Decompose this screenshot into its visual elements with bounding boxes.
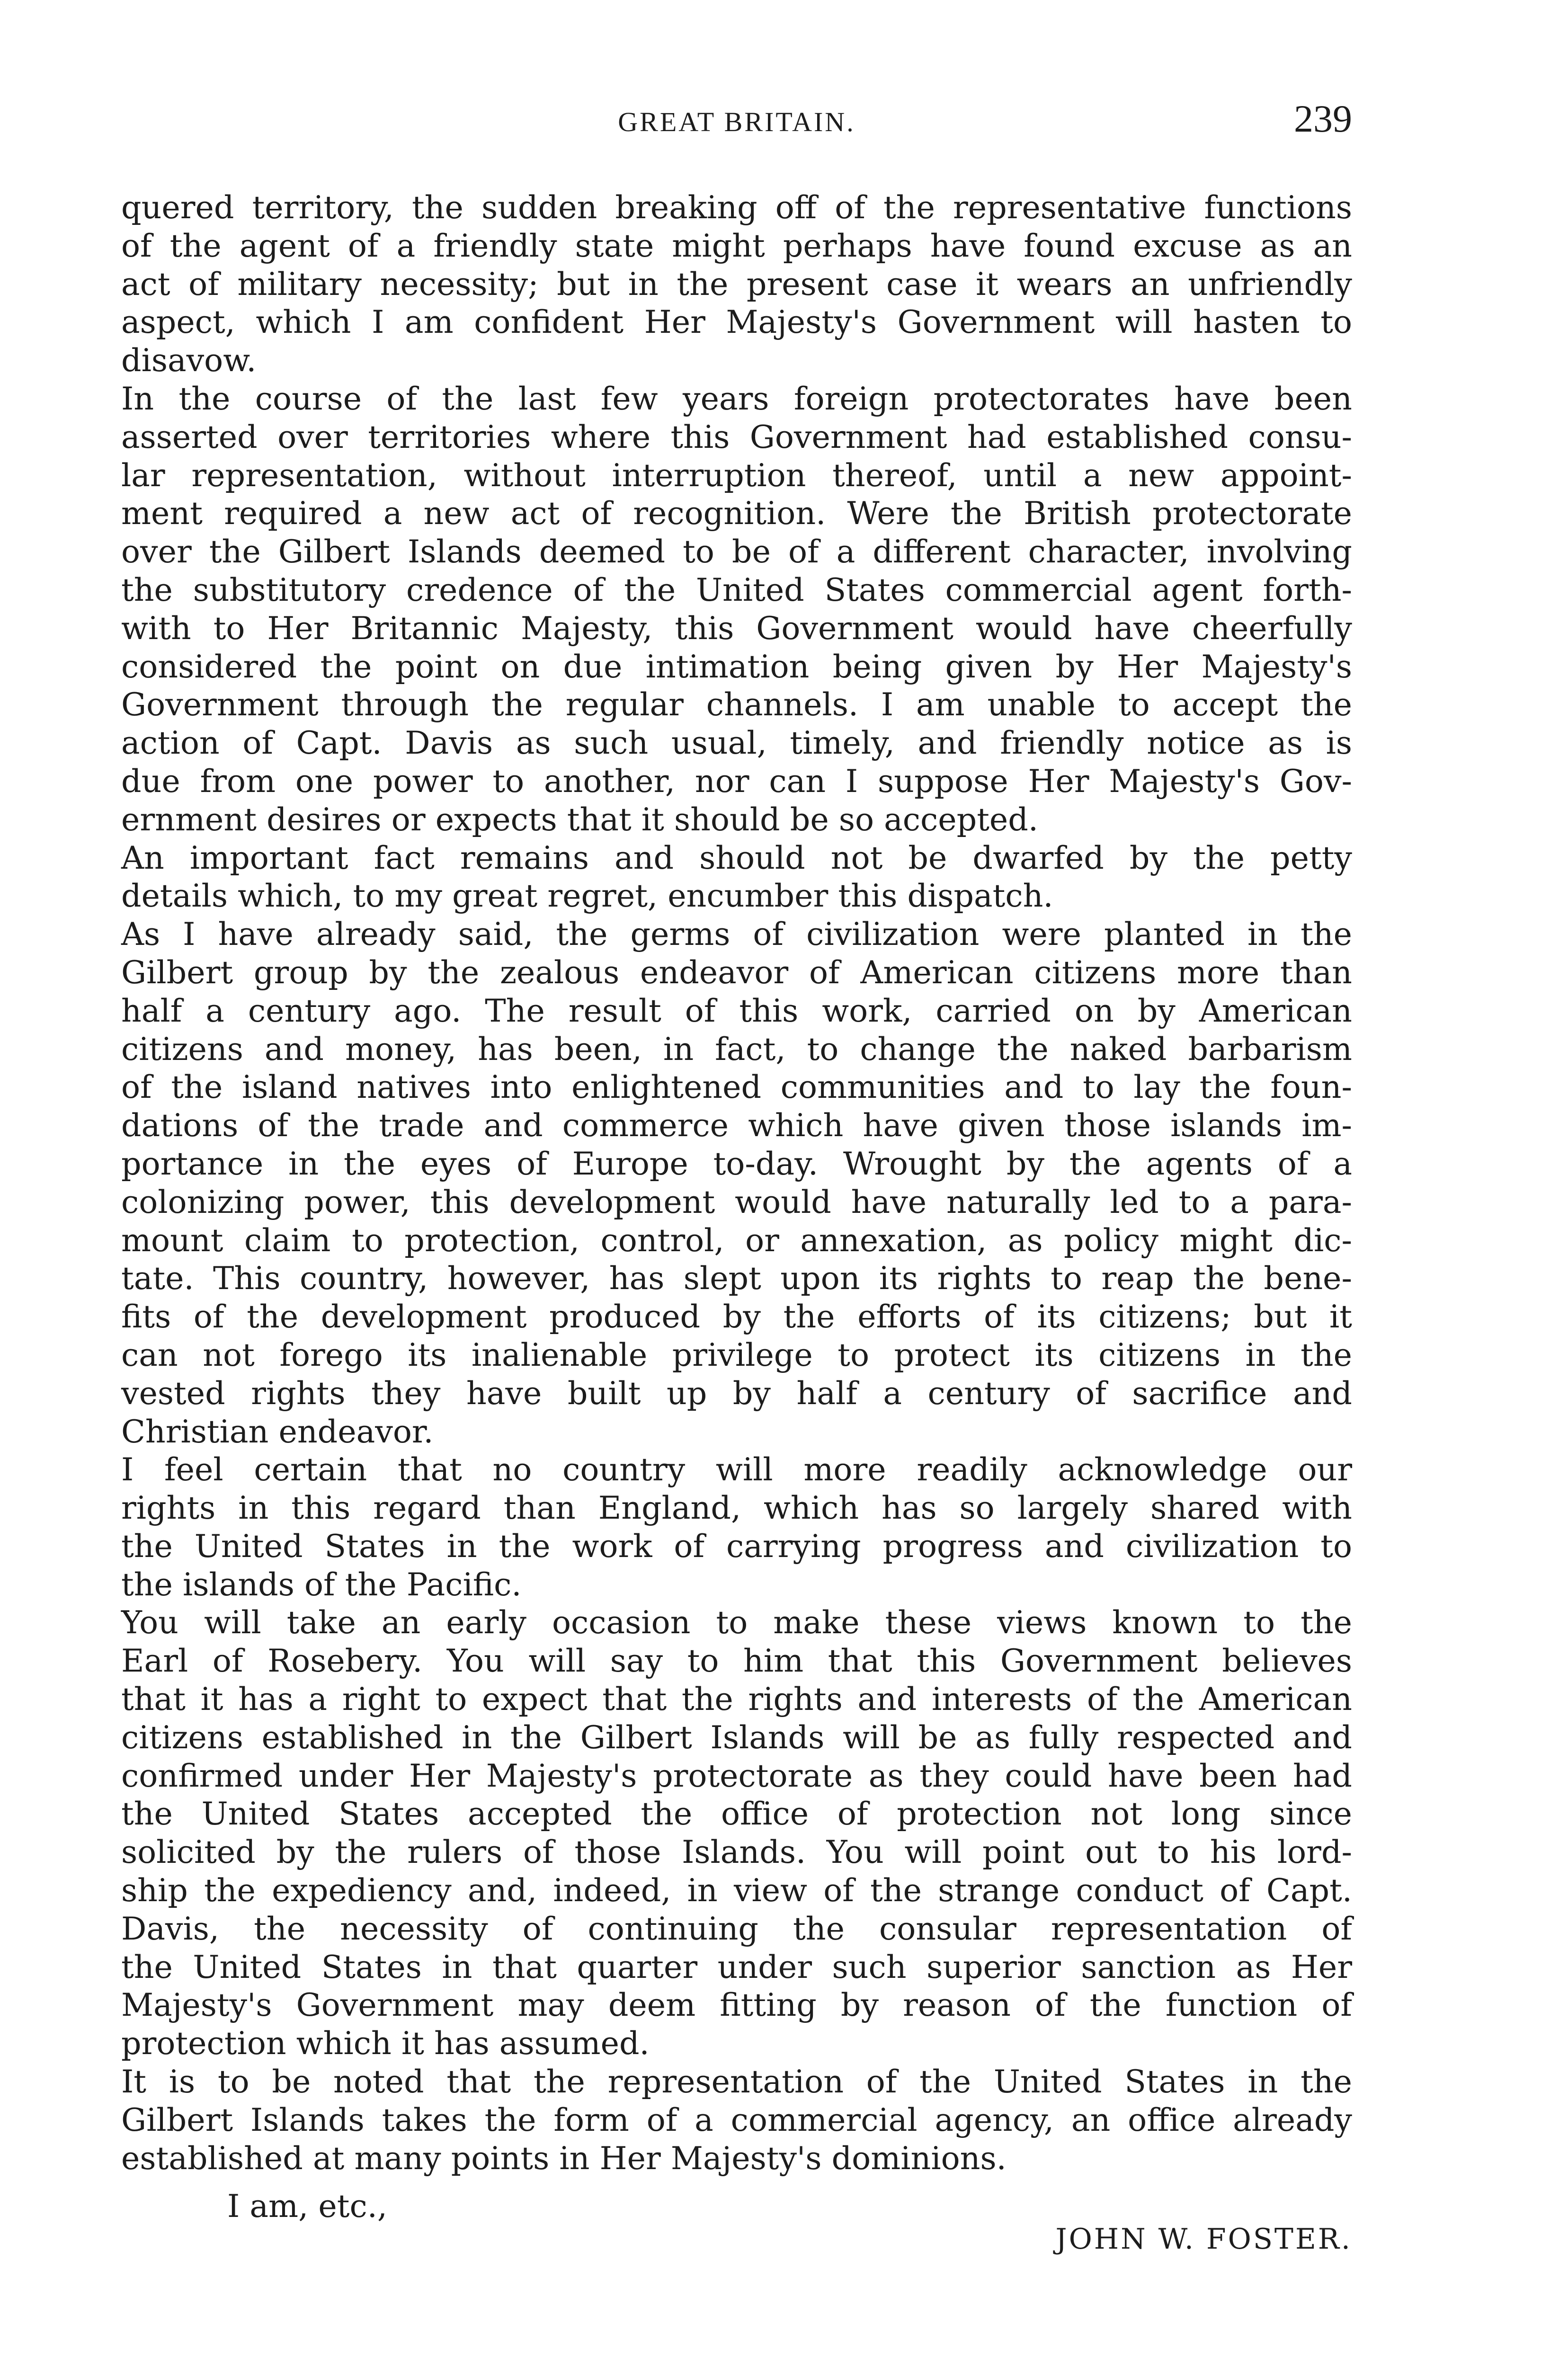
text-line: the United States accepted the office of protection not long since <box>121 1795 1352 1833</box>
text-line: In the course of the last few years foreign protectorates have been <box>121 380 1352 417</box>
text-line: considered the point on due intimation being given by Her Majesty's <box>121 648 1352 685</box>
text-line: due from one power to another, nor can I suppose Her Majesty's Gov- <box>121 762 1352 800</box>
text-line: colonizing power, this development would have naturally led to a para- <box>121 1183 1352 1220</box>
text-line: Government through the regular channels. I am unable to accept the <box>121 686 1352 723</box>
text-line: I feel certain that no country will more readily acknowledge our <box>121 1451 1352 1488</box>
text-line: As I have already said, the germs of civilization were planted in the <box>121 916 1352 953</box>
text-line: Davis, the necessity of continuing the consular representation of <box>121 1910 1352 1947</box>
text-line: portance in the eyes of Europe to-day. Wrought by the agents of a <box>121 1145 1352 1182</box>
text-line: the United States in the work of carrying progress and civilization to <box>121 1527 1352 1565</box>
text-line: protection which it has assumed. <box>121 2025 650 2062</box>
text-line: solicited by the rulers of those Islands. You will point out to his lord- <box>121 1833 1352 1871</box>
text-line: half a century ago. The result of this work, carried on by American <box>121 992 1352 1029</box>
text-line: confirmed under Her Majesty's protectorate as they could have been had <box>121 1757 1352 1794</box>
text-line: It is to be noted that the representation of the United States in the <box>121 2063 1352 2100</box>
text-line: that it has a right to expect that the rights and interests of the American <box>121 1681 1352 1718</box>
text-line: Earl of Rosebery. You will say to him that this Government believes <box>121 1642 1352 1680</box>
text-line: of the agent of a friendly state might perhaps have found excuse as an <box>121 227 1352 264</box>
text-line: disavow. <box>121 342 257 379</box>
text-line: the islands of the Pacific. <box>121 1566 522 1603</box>
text-line: vested rights they have built up by half a century of sacrifice and <box>121 1374 1352 1412</box>
text-line: citizens established in the Gilbert Islands will be as fully respected and <box>121 1718 1352 1756</box>
text-line: rights in this regard than England, which has so largely shared with <box>121 1489 1352 1527</box>
signature: JOHN W. FOSTER. <box>1055 2223 1352 2256</box>
text-line: the substitutory credence of the United States commercial agent forth- <box>121 571 1352 608</box>
page-number: 239 <box>1294 97 1352 140</box>
text-line: can not forego its inalienable privilege to protect its citizens in the <box>121 1336 1352 1373</box>
text-line: quered territory, the sudden breaking off of the representative functions <box>121 189 1352 226</box>
text-line: tate. This country, however, has slept upon its rights to reap the bene- <box>121 1260 1352 1297</box>
running-head <box>121 99 1352 147</box>
closing-salutation: I am, etc., <box>227 2188 387 2225</box>
text-line: established at many points in Her Majesty's dominions. <box>121 2139 1007 2177</box>
text-line: ernment desires or expects that it should be so accepted. <box>121 801 1038 838</box>
text-line: Gilbert group by the zealous endeavor of American citizens more than <box>121 953 1352 991</box>
text-line: action of Capt. Davis as such usual, timely, and friendly notice as is <box>121 724 1352 762</box>
text-line: aspect, which I am confident Her Majesty's Government will hasten to <box>121 303 1352 341</box>
text-line: with to Her Britannic Majesty, this Government would have cheerfully <box>121 609 1352 647</box>
text-line: Gilbert Islands takes the form of a commercial agency, an office already <box>121 2101 1352 2138</box>
text-line: asserted over territories where this Government had established consu- <box>121 418 1352 455</box>
text-line: mount claim to protection, control, or annexation, as policy might dic- <box>121 1221 1352 1259</box>
text-line: dations of the trade and commerce which have given those islands im- <box>121 1107 1352 1144</box>
text-line: details which, to my great regret, encumber this dispatch. <box>121 877 1053 915</box>
text-line: citizens and money, has been, in fact, to change the naked barbarism <box>121 1030 1352 1068</box>
text-line: An important fact remains and should not be dwarfed by the petty <box>121 839 1352 876</box>
text-line: of the island natives into enlightened communities and to lay the foun- <box>121 1068 1352 1106</box>
letter-body <box>121 188 1352 2177</box>
text-line: fits of the development produced by the efforts of its citizens; but it <box>121 1298 1352 1335</box>
text-line: Christian endeavor. <box>121 1413 434 1450</box>
text-line: Majesty's Government may deem fitting by reason of the function of <box>121 1986 1352 2024</box>
text-line: You will take an early occasion to make these views known to the <box>121 1604 1352 1641</box>
text-line: lar representation, without interruption thereof, until a new appoint- <box>121 456 1352 494</box>
text-line: ship the expediency and, indeed, in view of the strange conduct of Capt. <box>121 1872 1352 1909</box>
text-line: act of military necessity; but in the present case it wears an unfriendly <box>121 265 1352 303</box>
running-title: GREAT BRITAIN. <box>618 107 855 137</box>
text-line: ment required a new act of recognition. Were the British protectorate <box>121 495 1352 532</box>
text-line: over the Gilbert Islands deemed to be of a different character, involving <box>121 533 1352 570</box>
text-line: the United States in that quarter under such superior sanction as Her <box>121 1948 1352 1985</box>
